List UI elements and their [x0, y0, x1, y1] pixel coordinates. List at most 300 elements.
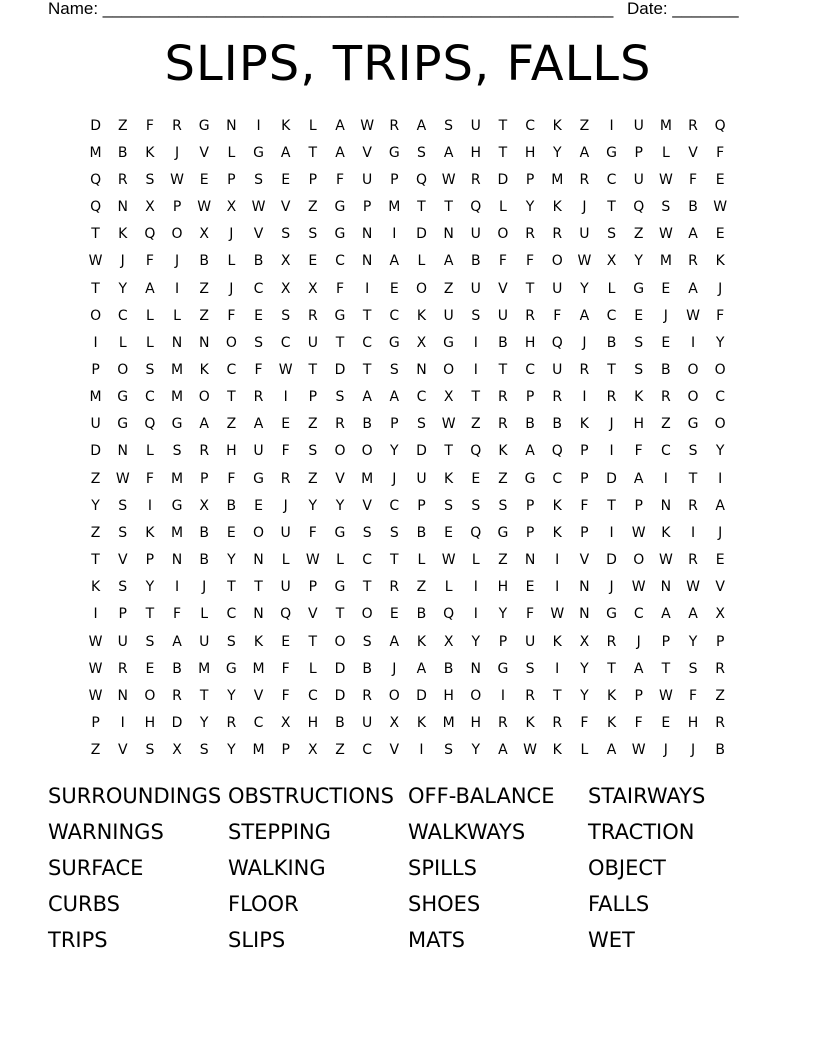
- grid-letter: T: [498, 361, 508, 378]
- grid-letter: L: [308, 117, 317, 134]
- grid-letter: M: [551, 171, 564, 188]
- grid-letter: V: [308, 606, 318, 623]
- grid-letter: U: [199, 633, 210, 650]
- grid-letter: I: [555, 579, 560, 596]
- grid-letter: R: [552, 226, 563, 243]
- grid-letter: K: [90, 579, 101, 596]
- grid-letter: I: [473, 334, 478, 351]
- grid-letter: S: [389, 361, 399, 378]
- grid-letter: X: [308, 280, 318, 297]
- grid-letter: S: [118, 579, 128, 596]
- grid-letter: F: [688, 171, 698, 188]
- grid-letter: W: [658, 171, 673, 188]
- grid-letter: S: [525, 660, 535, 677]
- grid-letter: J: [636, 633, 641, 650]
- grid-letter: D: [606, 552, 617, 569]
- grid-row: [82, 248, 734, 275]
- grid-letter: G: [334, 199, 346, 216]
- grid-letter: O: [144, 687, 156, 704]
- grid-letter: Z: [90, 470, 101, 487]
- grid-letter: S: [607, 226, 616, 243]
- grid-letter: O: [714, 416, 726, 433]
- grid-letter: G: [117, 416, 129, 433]
- grid-letter: L: [227, 253, 236, 270]
- grid-letter: G: [524, 470, 536, 487]
- grid-letter: K: [525, 715, 535, 732]
- grid-letter: E: [715, 552, 725, 569]
- grid-letter: I: [174, 579, 180, 596]
- grid-letter: R: [362, 687, 372, 704]
- name-field-label: Name: ______________________________________________________: [48, 0, 614, 18]
- grid-row: [82, 329, 734, 356]
- grid-letter: B: [335, 715, 345, 732]
- grid-letter: C: [253, 280, 264, 297]
- grid-letter: T: [254, 579, 263, 596]
- grid-letter: W: [631, 524, 646, 541]
- grid-letter: G: [633, 280, 645, 297]
- grid-letter: Q: [415, 171, 427, 188]
- grid-letter: O: [117, 361, 129, 378]
- grid-letter: P: [172, 199, 182, 216]
- grid-letter: G: [443, 334, 455, 351]
- grid-letter: Z: [470, 416, 481, 433]
- grid-letter: R: [307, 307, 318, 324]
- grid-letter: U: [117, 633, 128, 650]
- grid-letter: C: [416, 389, 427, 406]
- grid-letter: S: [498, 497, 508, 514]
- grid-letter: K: [145, 144, 155, 161]
- grid-letter: S: [308, 443, 318, 460]
- grid-letter: S: [199, 742, 209, 759]
- puzzle-title: SLIPS, TRIPS, FALLS: [164, 36, 652, 92]
- grid-letter: C: [715, 389, 726, 406]
- grid-letter: M: [171, 361, 184, 378]
- grid-letter: H: [470, 715, 482, 732]
- word-bank-item: WARNINGS: [48, 820, 164, 844]
- grid-letter: I: [419, 742, 424, 759]
- grid-letter: O: [90, 307, 102, 324]
- grid-letter: P: [580, 470, 589, 487]
- grid-letter: L: [336, 552, 344, 569]
- grid-letter: J: [392, 470, 397, 487]
- grid-letter: F: [498, 253, 507, 270]
- grid-letter: B: [362, 416, 372, 433]
- grid-letter: F: [281, 687, 290, 704]
- grid-letter: V: [199, 144, 209, 161]
- grid-letter: Z: [579, 117, 590, 134]
- grid-letter: W: [360, 117, 375, 134]
- word-bank-item: MATS: [408, 928, 466, 952]
- grid-letter: K: [199, 361, 209, 378]
- grid-letter: T: [91, 552, 100, 569]
- grid-letter: A: [579, 144, 590, 161]
- grid-letter: N: [579, 579, 590, 596]
- grid-letter: Q: [280, 606, 292, 623]
- grid-letter: U: [307, 334, 318, 351]
- grid-letter: O: [361, 606, 373, 623]
- grid-letter: K: [634, 389, 644, 406]
- grid-letter: T: [199, 687, 209, 704]
- word-bank-item: STEPPING: [228, 820, 331, 844]
- grid-letter: M: [171, 389, 184, 406]
- grid-letter: M: [659, 117, 672, 134]
- grid-letter: F: [281, 443, 290, 460]
- grid-letter: J: [120, 253, 125, 270]
- grid-letter: Y: [715, 443, 725, 460]
- grid-letter: I: [473, 579, 478, 596]
- grid-letter: I: [93, 606, 98, 623]
- grid-letter: U: [470, 117, 481, 134]
- grid-letter: T: [362, 579, 372, 596]
- grid-row: [82, 465, 734, 492]
- grid-letter: C: [226, 606, 237, 623]
- grid-letter: M: [89, 144, 102, 161]
- grid-letter: P: [525, 497, 535, 514]
- grid-row: [82, 547, 734, 574]
- grid-letter: M: [171, 470, 184, 487]
- grid-row: [82, 655, 734, 682]
- grid-letter: U: [579, 226, 590, 243]
- grid-letter: B: [199, 253, 209, 270]
- grid-letter: J: [229, 226, 234, 243]
- grid-letter: P: [308, 579, 318, 596]
- grid-letter: P: [498, 633, 508, 650]
- grid-letter: N: [171, 334, 183, 351]
- word-row: [48, 850, 768, 886]
- grid-letter: V: [498, 280, 508, 297]
- grid-letter: D: [171, 715, 183, 732]
- grid-letter: F: [173, 606, 182, 623]
- grid-letter: P: [91, 361, 100, 378]
- grid-letter: J: [582, 199, 587, 216]
- word-row: [48, 778, 768, 814]
- grid-letter: S: [417, 144, 426, 161]
- grid-letter: Y: [118, 280, 128, 297]
- grid-letter: K: [552, 633, 562, 650]
- grid-letter: N: [253, 606, 264, 623]
- grid-letter: E: [661, 715, 671, 732]
- grid-letter: Y: [227, 552, 236, 569]
- grid-letter: R: [660, 389, 671, 406]
- grid-letter: S: [661, 199, 671, 216]
- grid-letter: I: [120, 715, 125, 732]
- grid-letter: A: [633, 470, 644, 487]
- grid-letter: S: [417, 416, 426, 433]
- grid-letter: U: [552, 361, 563, 378]
- grid-letter: Z: [117, 117, 128, 134]
- grid-letter: X: [443, 633, 454, 650]
- grid-letter: S: [362, 524, 372, 541]
- grid-letter: Q: [144, 416, 156, 433]
- grid-letter: L: [499, 199, 507, 216]
- word-bank-item: WALKWAYS: [408, 820, 526, 844]
- word-bank-item: WET: [588, 928, 635, 952]
- grid-letter: D: [334, 687, 346, 704]
- grid-letter: F: [716, 307, 725, 324]
- grid-letter: S: [145, 742, 155, 759]
- grid-letter: D: [497, 171, 509, 188]
- grid-letter: B: [443, 660, 454, 677]
- grid-letter: L: [200, 606, 209, 623]
- grid-letter: S: [444, 742, 454, 759]
- grid-letter: W: [523, 742, 537, 759]
- grid-row: [82, 166, 734, 193]
- grid-letter: Z: [498, 552, 508, 569]
- grid-letter: I: [392, 226, 397, 243]
- grid-letter: D: [416, 687, 427, 704]
- grid-letter: U: [470, 226, 481, 243]
- grid-letter: G: [497, 660, 509, 677]
- grid-letter: R: [226, 715, 237, 732]
- word-bank: [48, 778, 768, 958]
- grid-letter: W: [305, 552, 320, 569]
- grid-letter: T: [308, 144, 318, 161]
- grid-letter: R: [335, 416, 345, 433]
- grid-letter: W: [88, 687, 103, 704]
- grid-letter: W: [577, 253, 592, 270]
- grid-letter: S: [118, 524, 128, 541]
- grid-letter: P: [580, 443, 589, 460]
- grid-letter: I: [256, 117, 261, 134]
- grid-letter: I: [690, 524, 696, 541]
- grid-letter: W: [88, 253, 103, 270]
- grid-letter: Z: [335, 742, 345, 759]
- grid-letter: W: [251, 199, 266, 216]
- grid-letter: Y: [634, 253, 643, 270]
- grid-letter: B: [226, 497, 237, 514]
- grid-letter: O: [687, 361, 699, 378]
- grid-letter: T: [525, 280, 535, 297]
- grid-letter: R: [688, 253, 698, 270]
- grid-letter: D: [90, 443, 101, 460]
- grid-letter: C: [606, 171, 617, 188]
- grid-letter: F: [688, 687, 698, 704]
- grid-letter: C: [362, 334, 373, 351]
- grid-letter: N: [443, 226, 454, 243]
- grid-letter: O: [443, 361, 455, 378]
- grid-letter: G: [687, 416, 699, 433]
- word-bank-item: SURROUNDINGS: [48, 784, 222, 808]
- grid-letter: A: [335, 144, 345, 161]
- grid-letter: I: [555, 552, 560, 569]
- grid-letter: W: [115, 470, 130, 487]
- grid-letter: F: [526, 253, 535, 270]
- grid-letter: K: [579, 416, 589, 433]
- date-field-label: Date: _______: [627, 0, 739, 18]
- grid-letter: S: [281, 307, 291, 324]
- grid-letter: B: [606, 334, 617, 351]
- grid-letter: Q: [90, 171, 102, 188]
- grid-letter: W: [170, 171, 184, 188]
- grid-letter: T: [661, 660, 671, 677]
- grid-letter: B: [498, 334, 508, 351]
- grid-letter: O: [497, 226, 509, 243]
- grid-letter: B: [117, 144, 128, 161]
- grid-letter: A: [145, 280, 155, 297]
- grid-letter: K: [253, 633, 264, 650]
- grid-letter: R: [389, 579, 400, 596]
- grid-letter: N: [226, 117, 237, 134]
- grid-letter: N: [117, 687, 128, 704]
- grid-letter: O: [334, 443, 346, 460]
- grid-letter: J: [229, 280, 234, 297]
- grid-letter: A: [253, 416, 264, 433]
- grid-letter: E: [715, 171, 725, 188]
- grid-letter: X: [280, 253, 291, 270]
- grid-letter: X: [172, 742, 182, 759]
- grid-letter: Q: [714, 117, 726, 134]
- grid-letter: O: [225, 334, 237, 351]
- grid-letter: T: [417, 199, 426, 216]
- grid-letter: D: [334, 660, 346, 677]
- grid-letter: T: [498, 144, 508, 161]
- grid-letter: N: [253, 552, 264, 569]
- grid-letter: E: [254, 497, 263, 514]
- grid-letter: K: [606, 715, 617, 732]
- word-row: [48, 814, 768, 850]
- grid-letter: L: [580, 742, 589, 759]
- grid-letter: Z: [199, 280, 209, 297]
- grid-letter: X: [416, 334, 427, 351]
- grid-letter: L: [173, 307, 181, 324]
- grid-letter: I: [473, 606, 478, 623]
- grid-letter: S: [254, 334, 263, 351]
- word-bank-item: FLOOR: [228, 892, 299, 916]
- grid-letter: I: [609, 117, 614, 134]
- grid-letter: X: [389, 715, 400, 732]
- grid-letter: F: [634, 715, 643, 732]
- grid-letter: Z: [443, 280, 454, 297]
- grid-letter: J: [718, 280, 723, 297]
- grid-letter: Z: [308, 199, 318, 216]
- grid-letter: N: [579, 606, 590, 623]
- grid-letter: H: [524, 144, 536, 161]
- grid-letter: Q: [470, 199, 482, 216]
- grid-letter: L: [607, 280, 616, 297]
- grid-letter: R: [525, 226, 535, 243]
- grid-letter: T: [227, 579, 236, 596]
- grid-letter: S: [634, 334, 644, 351]
- grid-letter: G: [388, 334, 400, 351]
- grid-letter: A: [525, 443, 535, 460]
- grid-letter: K: [118, 226, 128, 243]
- grid-letter: W: [658, 226, 673, 243]
- grid-letter: O: [714, 361, 726, 378]
- grid-letter: F: [526, 606, 535, 623]
- grid-letter: Q: [443, 606, 455, 623]
- grid-letter: H: [524, 334, 536, 351]
- grid-letter: I: [555, 660, 560, 677]
- grid-letter: F: [716, 144, 725, 161]
- grid-letter: R: [253, 389, 264, 406]
- grid-letter: A: [688, 226, 698, 243]
- grid-letter: O: [388, 687, 400, 704]
- word-bank-item: TRIPS: [48, 928, 108, 952]
- grid-letter: O: [633, 552, 645, 569]
- grid-letter: K: [416, 307, 427, 324]
- grid-letter: B: [715, 742, 725, 759]
- grid-letter: X: [280, 280, 291, 297]
- grid-letter: R: [280, 470, 291, 487]
- grid-letter: W: [197, 199, 212, 216]
- grid-letter: Y: [227, 742, 236, 759]
- grid-letter: U: [362, 715, 373, 732]
- grid-letter: O: [687, 389, 699, 406]
- grid-letter: E: [444, 524, 454, 541]
- grid-letter: C: [145, 389, 155, 406]
- grid-letter: P: [362, 199, 372, 216]
- grid-letter: H: [497, 579, 509, 596]
- grid-letter: T: [145, 606, 155, 623]
- grid-letter: G: [334, 226, 346, 243]
- grid-letter: A: [579, 307, 590, 324]
- grid-letter: F: [335, 171, 345, 188]
- grid-letter: N: [524, 552, 536, 569]
- grid-letter: R: [606, 389, 617, 406]
- grid-letter: U: [280, 524, 291, 541]
- grid-letter: R: [688, 497, 698, 514]
- grid-letter: T: [362, 307, 372, 324]
- grid-letter: P: [525, 389, 535, 406]
- grid-letter: D: [334, 361, 346, 378]
- grid-letter: M: [198, 660, 211, 677]
- grid-letter: I: [582, 389, 587, 406]
- grid-letter: I: [93, 334, 98, 351]
- grid-letter: P: [308, 389, 318, 406]
- grid-letter: B: [416, 606, 427, 623]
- grid-letter: N: [117, 443, 128, 460]
- grid-letter: T: [607, 361, 616, 378]
- grid-letter: Y: [688, 633, 698, 650]
- grid-letter: B: [552, 416, 563, 433]
- grid-letter: R: [552, 715, 563, 732]
- grid-row: [82, 139, 734, 166]
- grid-letter: U: [90, 416, 101, 433]
- grid-letter: Y: [525, 199, 535, 216]
- grid-letter: V: [715, 579, 725, 596]
- grid-row: [82, 709, 734, 736]
- grid-letter: V: [280, 199, 291, 216]
- grid-letter: O: [470, 687, 482, 704]
- grid-letter: Q: [470, 524, 482, 541]
- grid-letter: Q: [144, 226, 156, 243]
- grid-letter: K: [661, 524, 671, 541]
- grid-letter: G: [334, 579, 346, 596]
- grid-letter: H: [307, 715, 319, 732]
- grid-letter: Z: [308, 470, 318, 487]
- grid-letter: Y: [580, 660, 589, 677]
- grid-letter: L: [118, 334, 127, 351]
- grid-letter: E: [715, 226, 725, 243]
- grid-letter: W: [88, 633, 103, 650]
- grid-row: [82, 574, 734, 601]
- grid-letter: Y: [552, 144, 562, 161]
- grid-letter: Y: [335, 497, 345, 514]
- grid-letter: S: [471, 497, 481, 514]
- grid-letter: H: [226, 443, 237, 460]
- grid-row: [82, 628, 734, 655]
- grid-letter: Y: [580, 280, 589, 297]
- grid-letter: K: [145, 524, 155, 541]
- grid-letter: T: [688, 470, 698, 487]
- grid-letter: G: [198, 117, 210, 134]
- grid-letter: T: [607, 199, 616, 216]
- grid-letter: C: [280, 334, 291, 351]
- grid-letter: O: [253, 524, 265, 541]
- grid-letter: P: [525, 524, 535, 541]
- grid-letter: M: [89, 389, 102, 406]
- grid-letter: F: [580, 715, 589, 732]
